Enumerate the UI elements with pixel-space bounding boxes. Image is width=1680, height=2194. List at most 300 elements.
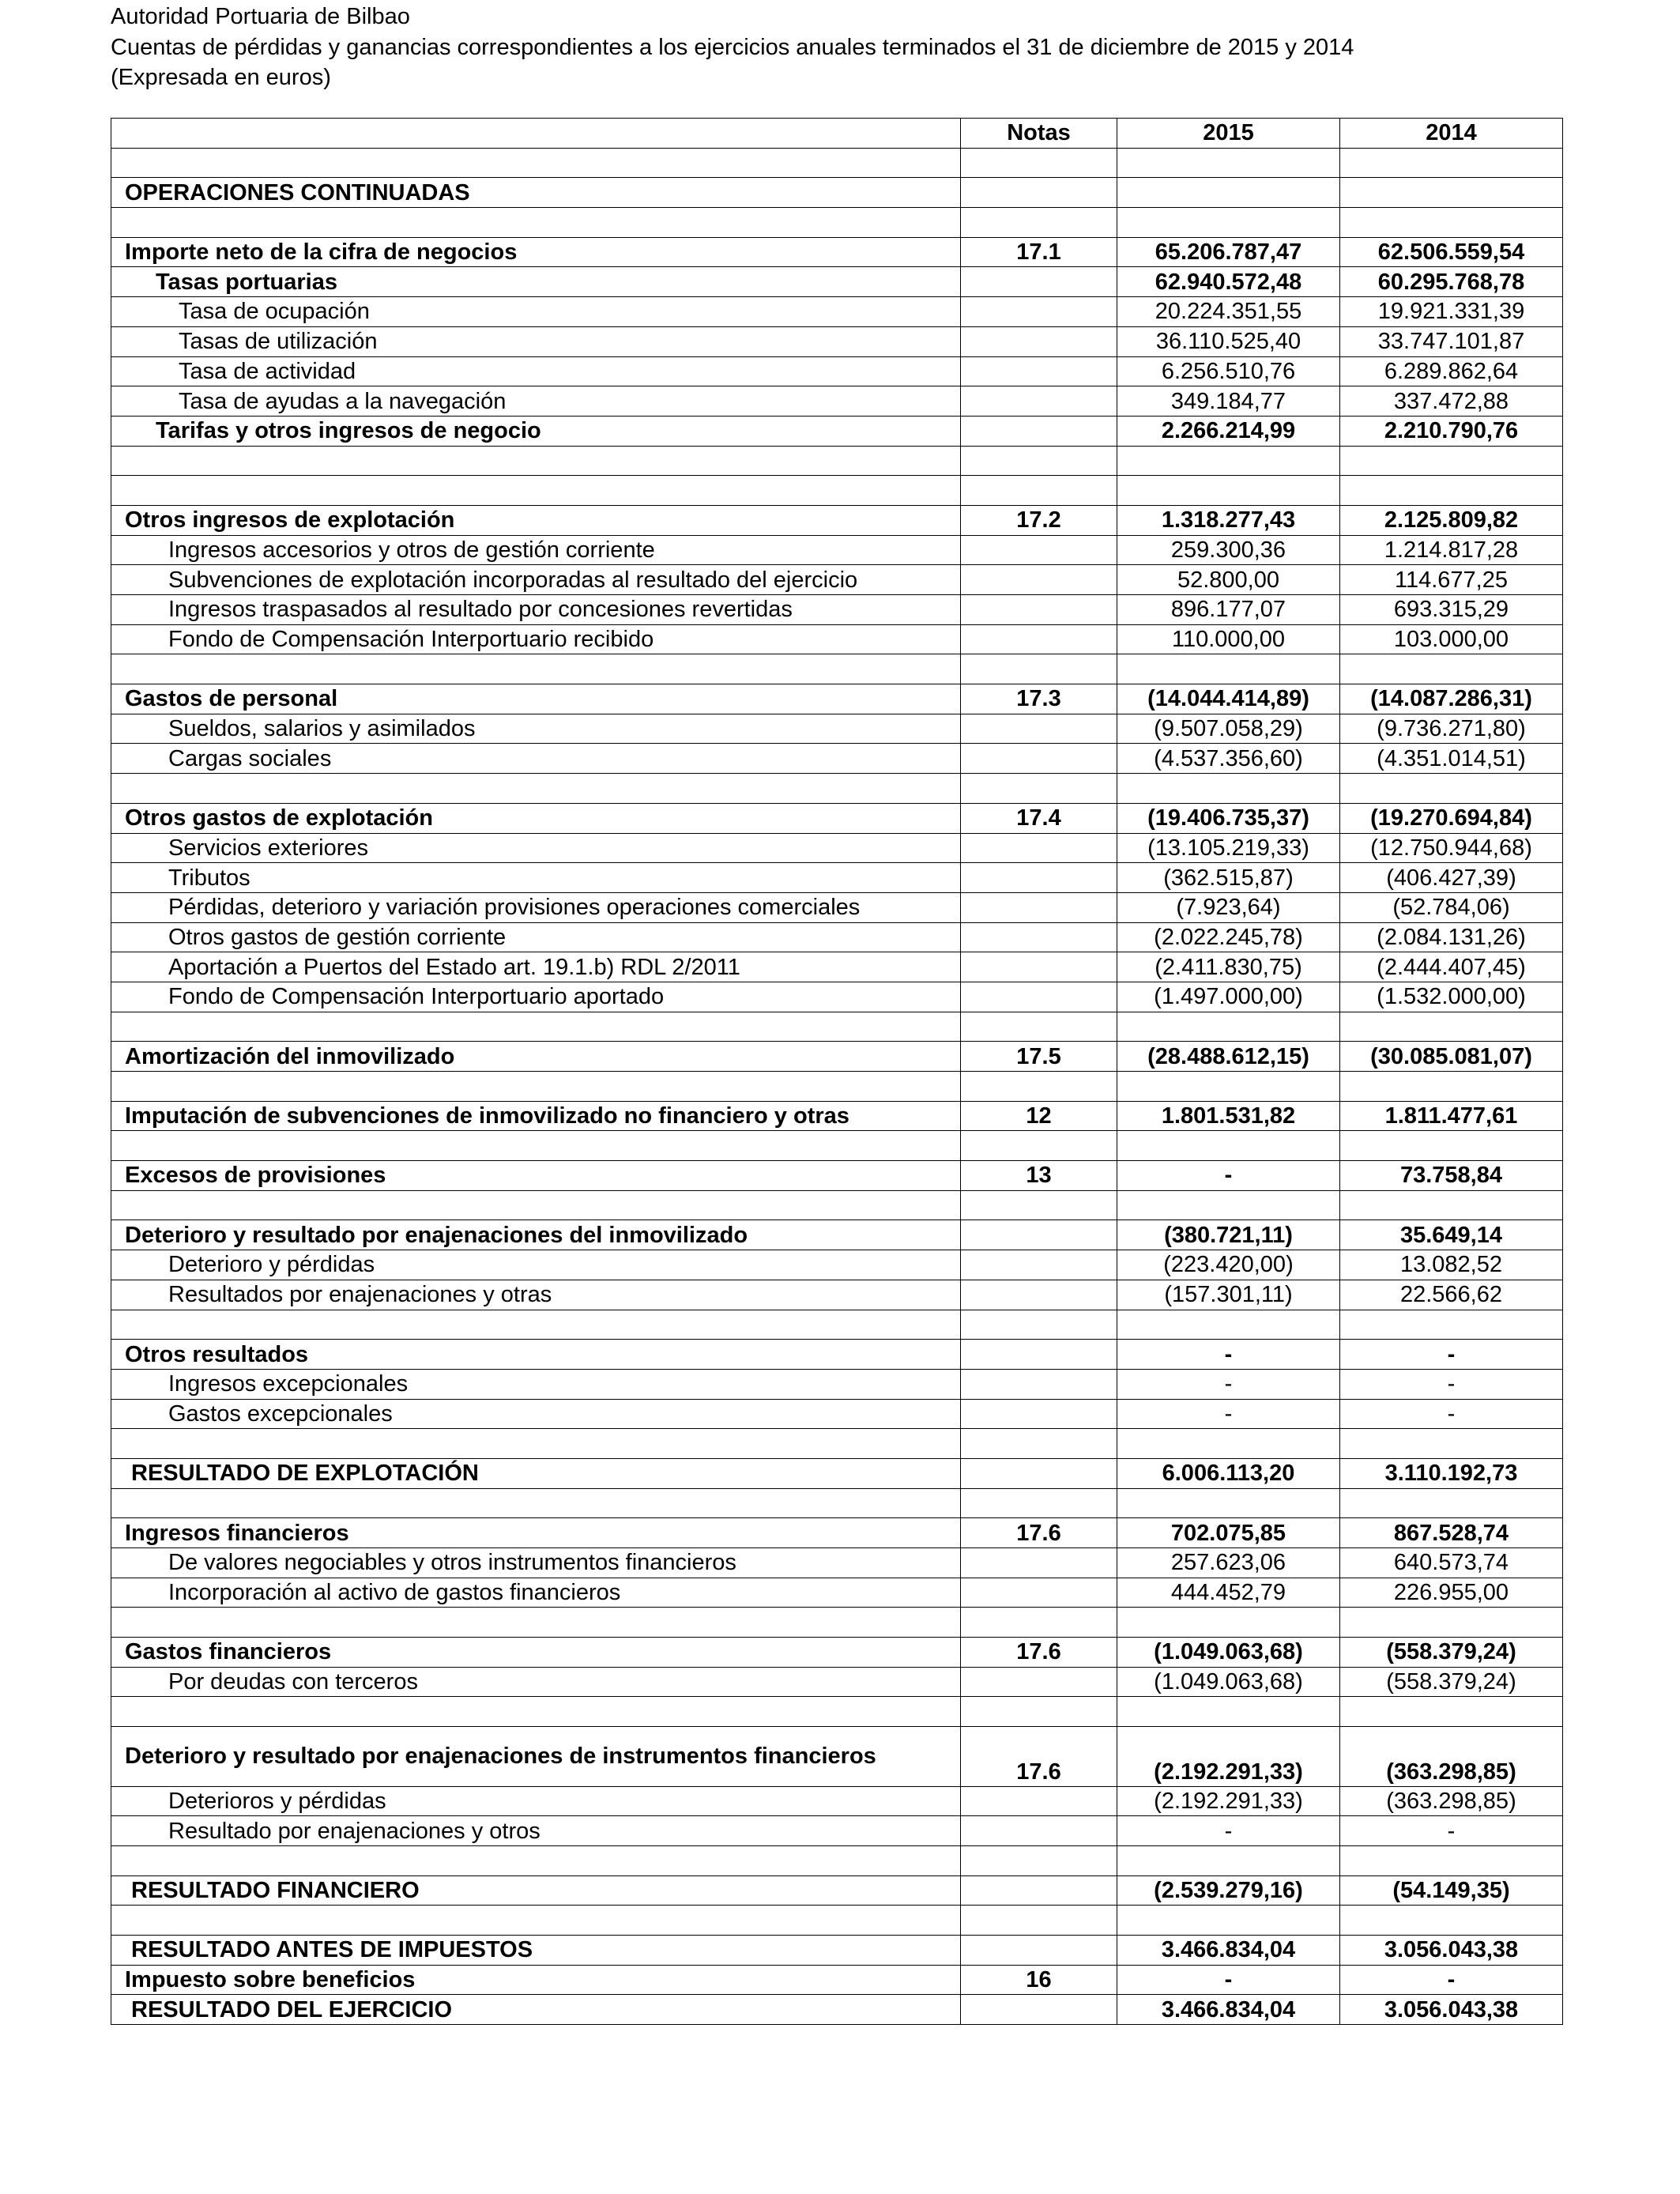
row-value-2014 (1340, 1906, 1563, 1936)
row-notes (961, 267, 1117, 297)
table-row (111, 535, 1563, 565)
table-row (111, 1340, 1563, 1370)
row-value-2015: 259.300,36 (1117, 535, 1340, 565)
table-row (111, 356, 1563, 386)
row-notes (961, 863, 1117, 893)
row-label: Servicios exteriores (111, 833, 961, 863)
row-value-2015 (1117, 1429, 1340, 1459)
row-value-2014: 22.566,62 (1340, 1280, 1563, 1310)
row-value-2014 (1340, 1072, 1563, 1102)
spacer-row (111, 1190, 1563, 1220)
row-notes: 17.6 (961, 1638, 1117, 1668)
row-value-2015: 349.184,77 (1117, 386, 1340, 417)
row-value-2015: 20.224.351,55 (1117, 297, 1340, 327)
year-2015-column-header: 2015 (1117, 119, 1340, 149)
row-value-2014 (1340, 1608, 1563, 1638)
table-row (111, 1638, 1563, 1668)
table-row (111, 1369, 1563, 1399)
spacer-row (111, 446, 1563, 476)
row-value-2015: (380.721,11) (1117, 1220, 1340, 1250)
row-value-2015 (1117, 1072, 1340, 1102)
row-label (111, 1845, 961, 1875)
spacer-row (111, 476, 1563, 506)
row-value-2014 (1340, 654, 1563, 684)
row-notes (961, 1786, 1117, 1816)
income-statement-table (111, 118, 1563, 2025)
row-notes (961, 1369, 1117, 1399)
notes-column-header: Notas (961, 119, 1117, 149)
row-value-2014: 3.110.192,73 (1340, 1458, 1563, 1488)
row-value-2014: (19.270.694,84) (1340, 803, 1563, 833)
row-value-2015: 62.940.572,48 (1117, 267, 1340, 297)
spacer-row (111, 1488, 1563, 1518)
row-value-2015: 52.800,00 (1117, 565, 1340, 595)
row-notes (961, 565, 1117, 595)
row-notes (961, 952, 1117, 982)
row-label: Pérdidas, deterioro y variación provisiones operaciones comerciales (111, 892, 961, 922)
row-notes (961, 1250, 1117, 1280)
row-notes (961, 1280, 1117, 1310)
row-notes (961, 1429, 1117, 1459)
table-row (111, 1965, 1563, 1995)
row-label (111, 1906, 961, 1936)
row-label: Otros gastos de explotación (111, 803, 961, 833)
row-notes (961, 1072, 1117, 1102)
row-notes (961, 535, 1117, 565)
row-notes (961, 476, 1117, 506)
row-value-2015: - (1117, 1816, 1340, 1846)
row-value-2014 (1340, 1190, 1563, 1220)
row-notes: 12 (961, 1101, 1117, 1131)
row-value-2014: 33.747.101,87 (1340, 326, 1563, 356)
table-row (111, 1578, 1563, 1608)
row-notes (961, 1488, 1117, 1518)
row-value-2015 (1117, 1488, 1340, 1518)
row-value-2015: (2.539.279,16) (1117, 1875, 1340, 1906)
row-value-2015: 3.466.834,04 (1117, 1935, 1340, 1965)
table-row (111, 892, 1563, 922)
row-value-2015: 257.623,06 (1117, 1548, 1340, 1578)
row-value-2014: 337.472,88 (1340, 386, 1563, 417)
row-value-2014 (1340, 148, 1563, 178)
row-notes (961, 1697, 1117, 1727)
row-notes (961, 833, 1117, 863)
row-value-2015: 702.075,85 (1117, 1518, 1340, 1548)
row-notes (961, 416, 1117, 446)
row-notes: 16 (961, 1965, 1117, 1995)
row-value-2014: 62.506.559,54 (1340, 237, 1563, 267)
row-label: Ingresos accesorios y otros de gestión corriente (111, 535, 961, 565)
row-label: Resultados por enajenaciones y otras (111, 1280, 961, 1310)
row-label (111, 1190, 961, 1220)
table-row (111, 1250, 1563, 1280)
row-label: Incorporación al activo de gastos financieros (111, 1578, 961, 1608)
row-value-2015 (1117, 1131, 1340, 1161)
row-label: Tributos (111, 863, 961, 893)
table-row (111, 1816, 1563, 1846)
row-label: Gastos financieros (111, 1638, 961, 1668)
row-notes (961, 297, 1117, 327)
row-label: Importe neto de la cifra de negocios (111, 237, 961, 267)
row-notes: 17.3 (961, 684, 1117, 714)
row-value-2014 (1340, 1012, 1563, 1042)
row-label (111, 1488, 961, 1518)
row-value-2015: (362.515,87) (1117, 863, 1340, 893)
row-notes (961, 1875, 1117, 1906)
table-body (111, 148, 1563, 2024)
row-label: Aportación a Puertos del Estado art. 19.1.b) RDL 2/2011 (111, 952, 961, 982)
row-notes: 13 (961, 1161, 1117, 1191)
row-value-2015 (1117, 208, 1340, 238)
table-row (111, 952, 1563, 982)
row-value-2014 (1340, 1845, 1563, 1875)
row-value-2015: 36.110.525,40 (1117, 326, 1340, 356)
row-value-2015: 1.318.277,43 (1117, 505, 1340, 535)
table-row (111, 744, 1563, 774)
row-notes (961, 654, 1117, 684)
row-value-2014: (9.736.271,80) (1340, 714, 1563, 744)
row-label: Ingresos traspasados al resultado por concesiones revertidas (111, 595, 961, 625)
row-value-2015 (1117, 1697, 1340, 1727)
table-row (111, 1458, 1563, 1488)
row-notes (961, 1845, 1117, 1875)
row-label (111, 476, 961, 506)
row-notes (961, 744, 1117, 774)
spacer-row (111, 654, 1563, 684)
row-notes (961, 922, 1117, 952)
row-value-2015: (2.192.291,33) (1117, 1786, 1340, 1816)
row-value-2015: (19.406.735,37) (1117, 803, 1340, 833)
table-row (111, 684, 1563, 714)
row-value-2014: (406.427,39) (1340, 863, 1563, 893)
row-label: Ingresos financieros (111, 1518, 961, 1548)
table-row (111, 1399, 1563, 1429)
row-notes (961, 1995, 1117, 2025)
row-notes (961, 326, 1117, 356)
spacer-row (111, 1906, 1563, 1936)
row-value-2014: (558.379,24) (1340, 1638, 1563, 1668)
row-value-2014: 1.214.817,28 (1340, 535, 1563, 565)
table-row (111, 803, 1563, 833)
row-label: Tasa de ocupación (111, 297, 961, 327)
row-label (111, 1012, 961, 1042)
row-label: Gastos excepcionales (111, 1399, 961, 1429)
row-label (111, 1131, 961, 1161)
row-notes (961, 624, 1117, 654)
row-label: Ingresos excepcionales (111, 1369, 961, 1399)
row-value-2014: 693.315,29 (1340, 595, 1563, 625)
row-value-2014: (4.351.014,51) (1340, 744, 1563, 774)
row-value-2015 (1117, 1310, 1340, 1340)
row-notes (961, 208, 1117, 238)
row-label (111, 774, 961, 804)
row-value-2014: (1.532.000,00) (1340, 982, 1563, 1012)
row-notes (961, 982, 1117, 1012)
table-row (111, 863, 1563, 893)
row-label: Fondo de Compensación Interportuario recibido (111, 624, 961, 654)
row-label: Gastos de personal (111, 684, 961, 714)
row-value-2014: (363.298,85) (1340, 1727, 1563, 1786)
row-label: RESULTADO DEL EJERCICIO (111, 1995, 961, 2025)
row-label (111, 1072, 961, 1102)
row-value-2014: (2.444.407,45) (1340, 952, 1563, 982)
row-notes: 17.1 (961, 237, 1117, 267)
row-label (111, 148, 961, 178)
row-notes (961, 1190, 1117, 1220)
row-value-2015: (2.192.291,33) (1117, 1727, 1340, 1786)
table-row (111, 1667, 1563, 1697)
table-row (111, 1518, 1563, 1548)
table-row (111, 416, 1563, 446)
row-notes (961, 1667, 1117, 1697)
table-header-row (111, 119, 1563, 149)
row-value-2015: (28.488.612,15) (1117, 1042, 1340, 1072)
row-value-2015: 6.006.113,20 (1117, 1458, 1340, 1488)
table-row (111, 1727, 1563, 1786)
row-value-2014 (1340, 1488, 1563, 1518)
row-label (111, 1608, 961, 1638)
row-value-2014: 3.056.043,38 (1340, 1995, 1563, 2025)
spacer-row (111, 774, 1563, 804)
row-label: Por deudas con terceros (111, 1667, 961, 1697)
row-notes (961, 1012, 1117, 1042)
row-label (111, 654, 961, 684)
row-value-2014: 640.573,74 (1340, 1548, 1563, 1578)
row-value-2014: (14.087.286,31) (1340, 684, 1563, 714)
row-label: Otros gastos de gestión corriente (111, 922, 961, 952)
row-label: Deterioro y pérdidas (111, 1250, 961, 1280)
table-row (111, 1220, 1563, 1250)
table-row (111, 386, 1563, 417)
row-label: RESULTADO FINANCIERO (111, 1875, 961, 1906)
row-value-2014: 13.082,52 (1340, 1250, 1563, 1280)
row-value-2014: 60.295.768,78 (1340, 267, 1563, 297)
row-notes (961, 1220, 1117, 1250)
spacer-row (111, 1310, 1563, 1340)
row-label: Otros ingresos de explotación (111, 505, 961, 535)
row-notes: 17.6 (961, 1727, 1117, 1786)
row-value-2015 (1117, 1608, 1340, 1638)
table-row (111, 624, 1563, 654)
row-notes (961, 148, 1117, 178)
row-value-2014: (54.149,35) (1340, 1875, 1563, 1906)
row-value-2015 (1117, 1012, 1340, 1042)
row-value-2014: 867.528,74 (1340, 1518, 1563, 1548)
row-label (111, 1429, 961, 1459)
row-value-2015: (2.022.245,78) (1117, 922, 1340, 952)
row-value-2015: 65.206.787,47 (1117, 237, 1340, 267)
row-value-2015: (7.923,64) (1117, 892, 1340, 922)
row-value-2015: - (1117, 1369, 1340, 1399)
spacer-row (111, 1012, 1563, 1042)
row-label: Tasa de actividad (111, 356, 961, 386)
spacer-row (111, 208, 1563, 238)
row-value-2014: - (1340, 1340, 1563, 1370)
row-value-2015: (223.420,00) (1117, 1250, 1340, 1280)
row-notes: 17.2 (961, 505, 1117, 535)
row-value-2015: (1.049.063,68) (1117, 1638, 1340, 1668)
table-row (111, 1042, 1563, 1072)
table-row (111, 922, 1563, 952)
row-label: Tasas portuarias (111, 267, 961, 297)
row-value-2015: (9.507.058,29) (1117, 714, 1340, 744)
row-notes (961, 1399, 1117, 1429)
row-label (111, 1697, 961, 1727)
row-value-2015: (1.497.000,00) (1117, 982, 1340, 1012)
row-value-2015: 110.000,00 (1117, 624, 1340, 654)
row-value-2014: (12.750.944,68) (1340, 833, 1563, 863)
row-label (111, 208, 961, 238)
row-notes (961, 356, 1117, 386)
row-label: Deterioro y resultado por enajenaciones de instrumentos financieros (111, 1727, 961, 1786)
row-value-2015: - (1117, 1340, 1340, 1370)
row-label: Sueldos, salarios y asimilados (111, 714, 961, 744)
row-value-2014: - (1340, 1965, 1563, 1995)
row-value-2015: - (1117, 1399, 1340, 1429)
row-value-2015: (13.105.219,33) (1117, 833, 1340, 863)
row-notes (961, 1578, 1117, 1608)
row-value-2014: 19.921.331,39 (1340, 297, 1563, 327)
row-notes (961, 892, 1117, 922)
spacer-row (111, 1845, 1563, 1875)
row-value-2015: 6.256.510,76 (1117, 356, 1340, 386)
row-value-2015: 896.177,07 (1117, 595, 1340, 625)
row-notes (961, 1458, 1117, 1488)
table-row (111, 1280, 1563, 1310)
row-value-2014: - (1340, 1399, 1563, 1429)
row-notes (961, 1935, 1117, 1965)
row-notes (961, 774, 1117, 804)
row-notes (961, 178, 1117, 208)
row-value-2015: (2.411.830,75) (1117, 952, 1340, 982)
row-value-2015: 444.452,79 (1117, 1578, 1340, 1608)
row-value-2015: 2.266.214,99 (1117, 416, 1340, 446)
table-row (111, 982, 1563, 1012)
row-notes (961, 446, 1117, 476)
row-label: Resultado por enajenaciones y otros (111, 1816, 961, 1846)
row-value-2015 (1117, 476, 1340, 506)
row-value-2014: 1.811.477,61 (1340, 1101, 1563, 1131)
row-label (111, 446, 961, 476)
spacer-row (111, 1072, 1563, 1102)
row-notes (961, 1548, 1117, 1578)
row-value-2014: - (1340, 1369, 1563, 1399)
table-row (111, 1875, 1563, 1906)
row-value-2015 (1117, 1190, 1340, 1220)
currency-note: (Expresada en euros) (111, 65, 331, 90)
row-value-2015: 3.466.834,04 (1117, 1995, 1340, 2025)
table-row (111, 1935, 1563, 1965)
row-value-2014: (30.085.081,07) (1340, 1042, 1563, 1072)
row-notes (961, 1608, 1117, 1638)
row-value-2014: 226.955,00 (1340, 1578, 1563, 1608)
row-notes (961, 1906, 1117, 1936)
table-row (111, 237, 1563, 267)
row-label: Deterioro y resultado por enajenaciones del inmovilizado (111, 1220, 961, 1250)
table-row (111, 505, 1563, 535)
row-notes (961, 1310, 1117, 1340)
table-row (111, 1786, 1563, 1816)
table-row (111, 714, 1563, 744)
row-value-2015: (4.537.356,60) (1117, 744, 1340, 774)
row-value-2015 (1117, 1845, 1340, 1875)
row-label: Fondo de Compensación Interportuario aportado (111, 982, 961, 1012)
row-value-2015: (14.044.414,89) (1117, 684, 1340, 714)
table-row (111, 1161, 1563, 1191)
table-row (111, 565, 1563, 595)
table-row (111, 267, 1563, 297)
row-notes (961, 386, 1117, 417)
row-value-2015 (1117, 148, 1340, 178)
row-label: Subvenciones de explotación incorporadas al resultado del ejercicio (111, 565, 961, 595)
document-header (111, 2, 1354, 93)
spacer-row (111, 1131, 1563, 1161)
table-row (111, 297, 1563, 327)
table-row (111, 1101, 1563, 1131)
row-value-2014 (1340, 178, 1563, 208)
row-value-2015: (1.049.063,68) (1117, 1667, 1340, 1697)
concept-column-header (111, 119, 961, 149)
row-value-2015: - (1117, 1161, 1340, 1191)
row-value-2014 (1340, 1131, 1563, 1161)
row-value-2014 (1340, 1429, 1563, 1459)
row-value-2014: 73.758,84 (1340, 1161, 1563, 1191)
row-label: De valores negociables y otros instrumentos financieros (111, 1548, 961, 1578)
row-label (111, 1310, 961, 1340)
spacer-row (111, 1697, 1563, 1727)
row-value-2015: - (1117, 1965, 1340, 1995)
row-label: Imputación de subvenciones de inmovilizado no financiero y otras (111, 1101, 961, 1131)
row-value-2015 (1117, 446, 1340, 476)
row-notes: 17.4 (961, 803, 1117, 833)
row-value-2014: (558.379,24) (1340, 1667, 1563, 1697)
table-row (111, 833, 1563, 863)
table-row (111, 595, 1563, 625)
row-label: RESULTADO ANTES DE IMPUESTOS (111, 1935, 961, 1965)
spacer-row (111, 148, 1563, 178)
row-value-2014: 2.210.790,76 (1340, 416, 1563, 446)
row-value-2014: (363.298,85) (1340, 1786, 1563, 1816)
row-value-2014: 114.677,25 (1340, 565, 1563, 595)
row-value-2014: 3.056.043,38 (1340, 1935, 1563, 1965)
row-value-2015: (157.301,11) (1117, 1280, 1340, 1310)
row-label: Excesos de provisiones (111, 1161, 961, 1191)
table-row (111, 1995, 1563, 2025)
row-notes (961, 1131, 1117, 1161)
row-value-2014 (1340, 208, 1563, 238)
row-label: Amortización del inmovilizado (111, 1042, 961, 1072)
row-value-2014: 35.649,14 (1340, 1220, 1563, 1250)
row-value-2014 (1340, 774, 1563, 804)
row-notes (961, 595, 1117, 625)
table-row (111, 178, 1563, 208)
row-value-2015 (1117, 654, 1340, 684)
row-notes (961, 1340, 1117, 1370)
row-label: OPERACIONES CONTINUADAS (111, 178, 961, 208)
document-title: Cuentas de pérdidas y ganancias correspondientes a los ejercicios anuales terminados el 31 de diciembre de 2015 y 2014 (111, 34, 1354, 60)
row-notes: 17.6 (961, 1518, 1117, 1548)
table-row (111, 326, 1563, 356)
row-label: Tarifas y otros ingresos de negocio (111, 416, 961, 446)
row-value-2014: 6.289.862,64 (1340, 356, 1563, 386)
table-row (111, 1548, 1563, 1578)
row-value-2015 (1117, 1906, 1340, 1936)
row-notes: 17.5 (961, 1042, 1117, 1072)
row-label: Tasa de ayudas a la navegación (111, 386, 961, 417)
organization-name: Autoridad Portuaria de Bilbao (111, 4, 410, 29)
row-value-2014: - (1340, 1816, 1563, 1846)
row-value-2014: 2.125.809,82 (1340, 505, 1563, 535)
